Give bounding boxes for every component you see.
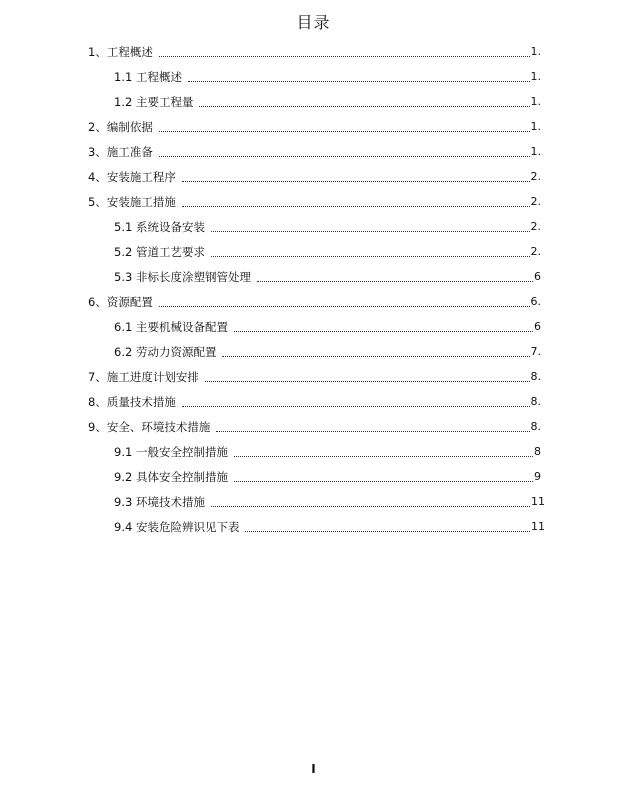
toc-entry-page: 7. (530, 345, 541, 358)
toc-entry-page: 8 (534, 445, 541, 458)
toc-entry[interactable] (114, 68, 541, 86)
leader-dots (205, 371, 530, 382)
toc-entry-page: 1. (530, 120, 541, 133)
toc-entry-page: 11 (531, 495, 545, 508)
leader-dots (222, 346, 529, 357)
toc-entry-label: 6.1 主要机械设备配置 (114, 320, 228, 334)
toc-entry[interactable] (88, 368, 541, 386)
toc-entry[interactable] (114, 443, 541, 461)
toc-entry[interactable] (114, 318, 541, 336)
toc-entry-label: 6、资源配置 (88, 295, 153, 309)
toc-entry-label: 9.1 一般安全控制措施 (114, 445, 228, 459)
toc-entry-label: 6.2 劳动力资源配置 (114, 345, 217, 359)
toc-entry-page: 2. (530, 195, 541, 208)
toc-entry[interactable] (88, 293, 541, 311)
toc-entry-page: 6 (534, 270, 541, 283)
toc-entry[interactable] (114, 268, 541, 286)
toc-entry-label: 1、工程概述 (88, 45, 153, 59)
leader-dots (182, 396, 530, 407)
toc-entry-page: 1. (530, 70, 541, 83)
toc-entry-page: 1. (530, 95, 541, 108)
toc-entry[interactable] (114, 493, 545, 511)
toc-entry-page: 2. (530, 245, 541, 258)
leader-dots (159, 296, 530, 307)
toc-entry[interactable] (88, 193, 541, 211)
leader-dots (234, 321, 533, 332)
toc-entry-label: 3、施工准备 (88, 145, 153, 159)
toc-entry-label: 1.2 主要工程量 (114, 95, 194, 109)
leader-dots (159, 46, 530, 57)
toc-entry-page: 2. (530, 220, 541, 233)
toc-entry-label: 5.2 管道工艺要求 (114, 245, 205, 259)
toc-entry-page: 8. (530, 395, 541, 408)
toc-entry[interactable] (114, 93, 541, 111)
leader-dots (211, 221, 530, 232)
toc-entry[interactable] (88, 43, 541, 61)
leader-dots (182, 196, 530, 207)
toc-entry-page: 1. (530, 145, 541, 158)
toc-entry-page: 1. (530, 45, 541, 58)
page-title: 目录 (296, 13, 331, 32)
toc-entry-page: 11 (531, 520, 545, 533)
leader-dots (245, 521, 530, 532)
leader-dots (216, 421, 529, 432)
leader-dots (234, 471, 533, 482)
toc-entry[interactable] (88, 168, 541, 186)
toc-entry-label: 9.2 具体安全控制措施 (114, 470, 228, 484)
toc-entry[interactable] (88, 418, 541, 436)
leader-dots (159, 121, 530, 132)
toc-entry[interactable] (88, 393, 541, 411)
toc-entry-label: 8、质量技术措施 (88, 395, 176, 409)
toc-entry-label: 5.3 非标长度涂塑钢管处理 (114, 270, 251, 284)
toc-entry[interactable] (114, 468, 541, 486)
toc-entry-label: 9.3 环境技术措施 (114, 495, 205, 509)
toc-entry[interactable] (114, 343, 541, 361)
toc-entry-page: 2. (530, 170, 541, 183)
toc-entry-page: 8. (530, 370, 541, 383)
leader-dots (159, 146, 530, 157)
toc-entry-label: 9、安全、环境技术措施 (88, 420, 211, 434)
toc-entry-page: 9 (534, 470, 541, 483)
toc-entry-label: 1.1 工程概述 (114, 70, 182, 84)
toc-entry-page: 6. (530, 295, 541, 308)
toc-entry-label: 2、编制依据 (88, 120, 153, 134)
toc-entry-label: 4、安装施工程序 (88, 170, 176, 184)
leader-dots (234, 446, 533, 457)
leader-dots (199, 96, 529, 107)
toc-entry-page: 6 (534, 320, 541, 333)
leader-dots (188, 71, 530, 82)
toc-entry[interactable] (88, 118, 541, 136)
toc-entry[interactable] (114, 518, 545, 536)
toc-entry-label: 5、安装施工措施 (88, 195, 176, 209)
toc-entry-label: 5.1 系统设备安装 (114, 220, 205, 234)
toc-entry-page: 8. (530, 420, 541, 433)
toc-entry-label: 9.4 安装危险辨识见下表 (114, 520, 240, 534)
toc-entry[interactable] (114, 218, 541, 236)
leader-dots (211, 246, 530, 257)
page-number: I (311, 762, 316, 776)
toc-entry-label: 7、施工进度计划安排 (88, 370, 199, 384)
toc-entry[interactable] (114, 243, 541, 261)
toc-entry[interactable] (88, 143, 541, 161)
leader-dots (211, 496, 530, 507)
leader-dots (257, 271, 533, 282)
leader-dots (182, 171, 530, 182)
